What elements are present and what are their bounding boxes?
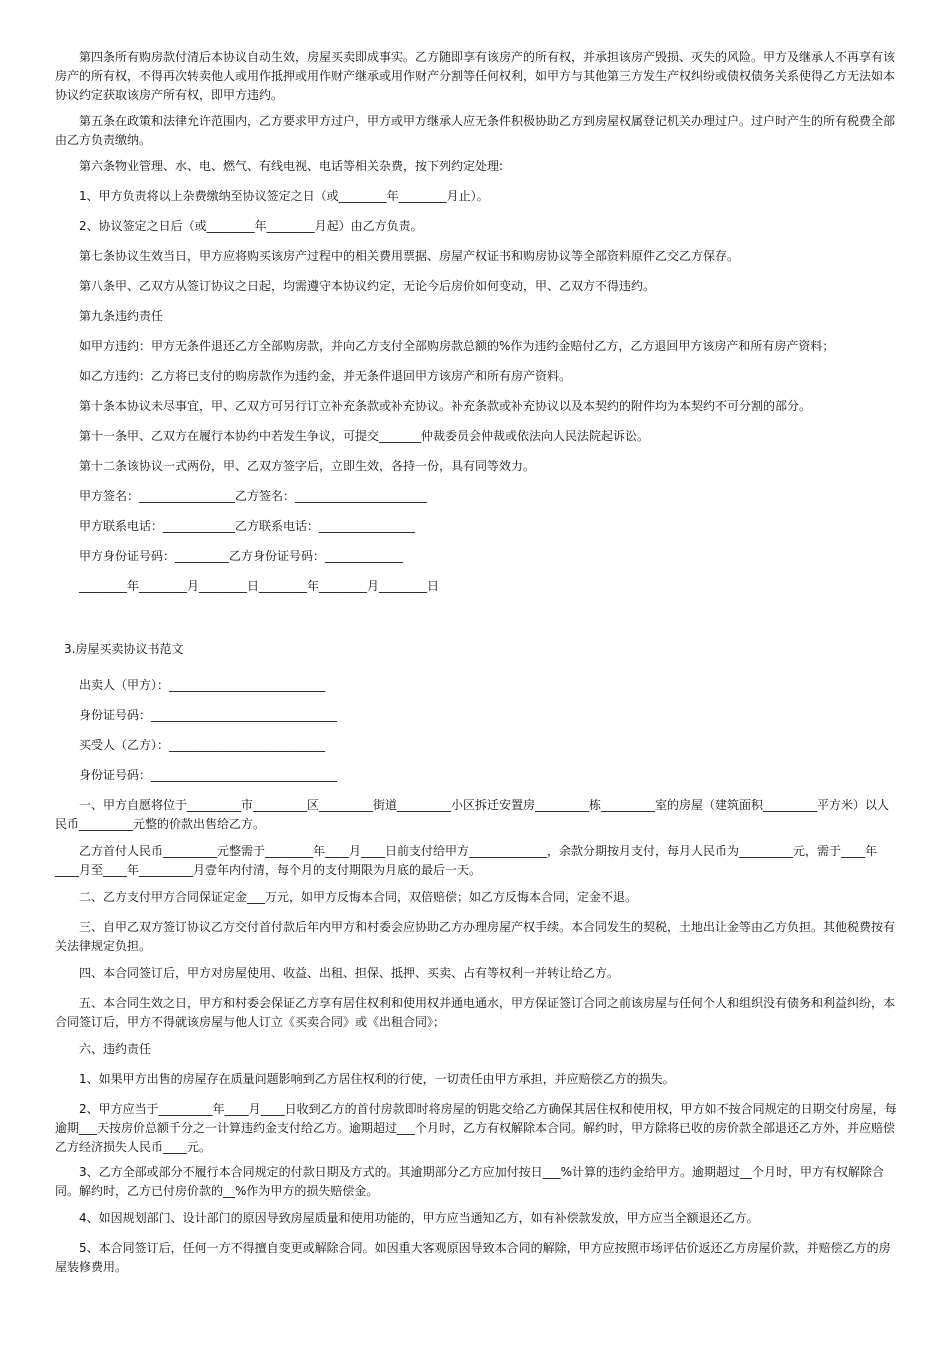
clause-10: 第十条本协议未尽事宜，甲、乙双方可另行订立补充条款或补充协议。补充条款或补充协议以及本契约的附件均为本契约不可分割的部分。 [79, 399, 812, 413]
clause-9-party-b-breach: 如乙方违约：乙方将已支付的购房款作为违约金，并无条件退回甲方该房产和所有房产资料。 [79, 369, 572, 383]
buyer-line: 买受人（乙方）：__________________________ [79, 738, 326, 752]
article-6-item-4: 4、如因规划部门、设计部门的原因导致房屋质量和使用功能的，甲方应当通知乙方，如有补偿款发放，甲方应当全额退还乙方。 [79, 1211, 759, 1225]
id-number-line: 甲方身份证号码：_________乙方身份证号码：_____________ [79, 549, 404, 563]
clause-4: 第四条所有购房款付清后本协议自动生效，房屋买卖即成事实。乙方随即享有该房产的所有权，并承担该房产毁损、灭失的风险。甲方及继承人不再享有该房产的所有权，不得再次转卖他人或用作抵押或用作财产继承或用作财产分割等任何权利，如甲方与其他第三方发生产权纠纷或债权债务关系使得乙方无法如本协议约定获取该房产所有权，即甲方违约。 [55, 50, 896, 102]
clause-9-party-a-breach: 如甲方违约：甲方无条件退还乙方全部购房款，并向乙方支付全部购房款总额的%作为违约金赔付乙方，乙方退回甲方该房产和所有房产资料； [79, 339, 835, 353]
clause-7: 第七条协议生效当日，甲方应将购买该房产过程中的相关费用票据、房屋产权证书和购房协议等全部资料原件乙交乙方保存。 [79, 249, 740, 263]
clause-5: 第五条在政策和法律允许范围内，乙方要求甲方过户，甲方或甲方继承人应无条件积极协助乙方到房屋权属登记机关办理过户。过户时产生的所有税费全部由乙方负责缴纳。 [55, 114, 896, 147]
article-1-payment: 乙方首付人民币_________元整需于________年____月____日前支付给甲方_____________，余款分期按月支付，每月人民币为_________元，需于____年____月至____年_________月壹年内付清，每个月的支付期限为月底的最后一天。 [55, 844, 878, 877]
seller-id-line: 身份证号码：_______________________________ [79, 708, 338, 722]
article-6-item-1: 1、如果甲方出售的房屋存在质量问题影响到乙方居住权利的行使，一切责任由甲方承担，并应赔偿乙方的损失。 [79, 1072, 675, 1086]
article-6-item-3: 3、乙方全部或部分不履行本合同规定的付款日期及方式的。其逾期部分乙方应加付按日___%计算的违约金给甲方。逾期超过__个月时，甲方有权解除合同。解约时，乙方已付房价款的__%作为甲方的损失赔偿金。 [55, 1165, 885, 1198]
clause-6-item-2: 2、协议签定之日后（或________年________月起）由乙方负责。 [79, 219, 423, 233]
clause-6-item-1: 1、甲方负责将以上杂费缴纳至协议签定之日（或________年________月止）。 [79, 189, 489, 203]
article-6-item-2: 2、甲方应当于_________年____月____日收到乙方的首付房款即时将房屋的钥匙交给乙方确保其居住权和使用权，甲方如不按合同规定的日期交付房屋，每逾期___天按房价总额千分之一计算违约金支付给乙方。逾期超过___个月时，乙方有权解除本合同。解约时，甲方除将已收的房价款全部退还乙方外，并应赔偿乙方经济损失人民币____元。 [55, 1102, 897, 1154]
signature-line: 甲方签名：________________乙方签名：______________________ [79, 489, 428, 503]
phone-line: 甲方联系电话：____________乙方联系电话：________________ [79, 519, 416, 533]
buyer-id-line: 身份证号码：_______________________________ [79, 768, 338, 782]
clause-6: 第六条物业管理、水、电、燃气、有线电视、电话等相关杂费，按下列约定处理: [79, 159, 504, 173]
article-6-item-5: 5、本合同签订后，任何一方不得擅自变更或解除合同。如因重大客观原因导致本合同的解除，甲方应按照市场评估价返还乙方房屋价款，并赔偿乙方的房屋装修费用。 [55, 1241, 891, 1274]
article-5: 五、本合同生效之日，甲方和村委会保证乙方享有居住权利和使用权并通电通水，甲方保证签订合同之前该房屋与任何个人和组织没有债务和利益纠纷，本合同签订后，甲方不得就该房屋与他人订立《买卖合同》或《出租合同》； [55, 996, 896, 1029]
clause-11: 第十一条甲、乙双方在履行本协约中若发生争议，可提交_______仲裁委员会仲裁或依法向人民法院起诉讼。 [79, 429, 650, 443]
date-line: ________年________月________日________年________月________日 [79, 579, 440, 593]
article-4: 四、本合同签订后，甲方对房屋使用、收益、出租、担保、抵押、买卖、占有等权利一并转让给乙方。 [79, 966, 620, 980]
article-1: 一、甲方自愿将位于_________市_________区_________街道_________小区拆迁安置房_________栋_________室的房屋（建筑面积_________平方米）以人民币_________元整的价款出售给乙方。 [55, 798, 890, 831]
seller-line: 出卖人（甲方）：__________________________ [79, 678, 326, 692]
section-3-title: 3.房屋买卖协议书范文 [64, 642, 184, 656]
article-2: 二、乙方支付甲方合同保证定金___万元，如甲方反悔本合同，双倍赔偿；如乙方反悔本合同，定金不退。 [79, 890, 638, 904]
article-3: 三、自甲乙双方签订协议乙方交付首付款后年内甲方和村委会应协助乙方办理房屋产权手续。本合同发生的契税，土地出让金等由乙方负担。其他税费按有关法律规定负担。 [55, 920, 896, 953]
clause-9-title: 第九条违约责任 [79, 309, 164, 323]
article-6-title: 六、违约责任 [79, 1042, 152, 1056]
clause-8: 第八条甲、乙双方从签订协议之日起，均需遵守本协议约定，无论今后房价如何变动，甲、乙双方不得违约。 [79, 279, 656, 293]
clause-12: 第十二条该协议一式两份，甲、乙双方签字后，立即生效，各持一份，具有同等效力。 [79, 459, 536, 473]
